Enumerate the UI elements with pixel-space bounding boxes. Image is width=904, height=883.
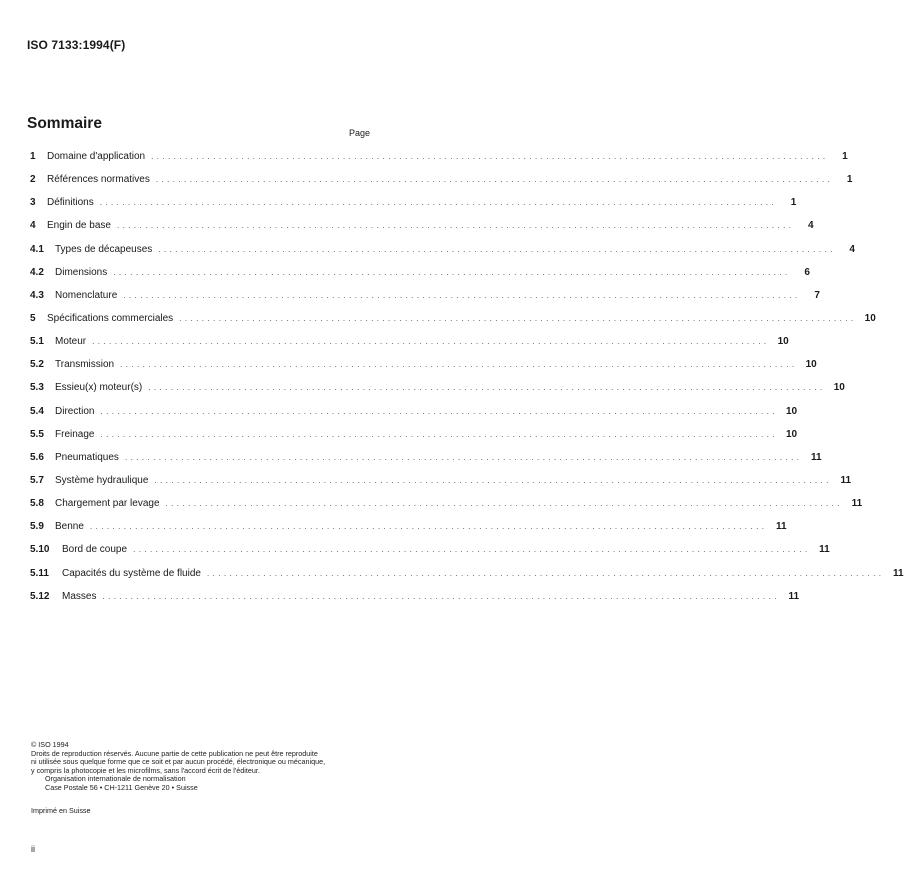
toc-entry-number: 4.3: [30, 289, 44, 301]
rights-line-2: ni utilisée sous quelque forme que ce soit et par aucun procédé, électronique ou mécanique,: [31, 757, 326, 767]
toc-entry-title: Engin de base: [47, 220, 111, 232]
toc-entry-page: 6: [804, 266, 810, 278]
toc-entry-page: 11: [893, 567, 904, 579]
toc-entry-title: Bord de coupe: [62, 544, 128, 556]
toc-entry-title: Système hydraulique: [55, 474, 149, 486]
toc-entry-title: Dimensions: [55, 266, 108, 278]
toc-leader-dots: . . . . . . . . . . . . . . . . . . . . . . . . . . . . . . . . . . . . . . . . . . . . . . . . . . . . . . . . . . . . . . . . . . . . . . . . . . . . . . . . . . . . . . . . . . . . . . . . . . . . . . . . . . . . . . . . . . . . . . . .: [116, 221, 792, 231]
toc-entry-page: 7: [814, 289, 820, 301]
toc-entry-page: 1: [842, 151, 848, 162]
toc-entry-number: 5.5: [30, 428, 44, 440]
toc-entry-page: 10: [777, 336, 789, 348]
toc-entry: [30, 380, 845, 403]
toc-entry-number: 3: [30, 197, 36, 209]
toc-entry-page: 11: [851, 498, 863, 510]
toc-entry-page: 1: [846, 174, 853, 186]
toc-entry: [30, 265, 810, 288]
toc-leader-dots: . . . . . . . . . . . . . . . . . . . . . . . . . . . . . . . . . . . . . . . . . . . . . . . . . . . . . . . . . . . . . . . . . . . . . . . . . . . . . . . . . . . . . . . . . . . . . . . . . . . . . . . . . . . . . . . . . . . . . . . .: [124, 452, 800, 462]
toc-entry: [30, 288, 820, 311]
toc-entry: [30, 357, 817, 380]
printed-in: Imprimé en Suisse: [31, 806, 91, 815]
toc-entry-number: 2: [30, 174, 36, 186]
toc-entry: [30, 473, 852, 496]
toc-entry-number: 1: [30, 151, 36, 162]
toc-entry-title: Direction: [55, 405, 95, 417]
toc-entry-title: Références normatives: [47, 174, 150, 186]
toc-leader-dots: . . . . . . . . . . . . . . . . . . . . . . . . . . . . . . . . . . . . . . . . . . . . . . . . . . . . . . . . . . . . . . . . . . . . . . . . . . . . . . . . . . . . . . . . . . . . . . . . . . . . . . . . . . . . . . . . . . . . . . . .: [100, 429, 776, 439]
toc-leader-dots: . . . . . . . . . . . . . . . . . . . . . . . . . . . . . . . . . . . . . . . . . . . . . . . . . . . . . . . . . . . . . . . . . . . . . . . . . . . . . . . . . . . . . . . . . . . . . . . . . . . . . . . . . . . . . . . . . . . . . . . .: [102, 591, 778, 601]
toc-entry-page: 10: [833, 382, 845, 394]
toc-entry-page: 10: [805, 359, 817, 371]
toc-entry: [30, 311, 876, 334]
document-header: ISO 7133:1994(F): [27, 38, 126, 52]
toc-entry: [30, 519, 787, 542]
toc-entry-page: 11: [788, 590, 800, 602]
toc-entry-page: 10: [785, 405, 798, 417]
toc-entry-title: Masses: [62, 590, 97, 602]
toc-leader-dots: . . . . . . . . . . . . . . . . . . . . . . . . . . . . . . . . . . . . . . . . . . . . . . . . . . . . . . . . . . . . . . . . . . . . . . . . . . . . . . . . . . . . . . . . . . . . . . . . . . . . . . . . . . . . . . . . . . . . . . . .: [179, 313, 854, 323]
page-column-label: Page: [349, 128, 371, 138]
toc-entry-number: 5.10: [30, 544, 50, 556]
toc-entry-title: Capacités du système de fluide: [62, 567, 201, 579]
toc-entry-page: 4: [808, 220, 814, 232]
toc-entry-title: Freinage: [55, 428, 95, 440]
toc-entry-title: Spécifications commerciales: [47, 312, 174, 324]
toc-entry-number: 4.2: [30, 266, 44, 278]
toc-entry-page: 11: [810, 451, 822, 463]
toc-leader-dots: . . . . . . . . . . . . . . . . . . . . . . . . . . . . . . . . . . . . . . . . . . . . . . . . . . . . . . . . . . . . . . . . . . . . . . . . . . . . . . . . . . . . . . . . . . . . . . . . . . . . . . . . . . . . . . . . . . . . . . . .: [99, 198, 775, 208]
toc-entry: [30, 218, 814, 241]
toc-entry-page: 4: [849, 243, 855, 255]
toc-leader-dots: . . . . . . . . . . . . . . . . . . . . . . . . . . . . . . . . . . . . . . . . . . . . . . . . . . . . . . . . . . . . . . . . . . . . . . . . . . . . . . . . . . . . . . . . . . . . . . . . . . . . . . . . . . . . . . . . . . . . . . . .: [206, 568, 882, 578]
organisation-name: Organisation internationale de normalisation: [45, 774, 186, 784]
toc-entry-number: 4.1: [30, 243, 44, 255]
toc-entry: [30, 149, 848, 172]
toc-entry: [30, 334, 789, 357]
toc-entry-number: 5.12: [30, 590, 50, 602]
toc-entry-title: Nomenclature: [55, 289, 118, 301]
toc-leader-dots: . . . . . . . . . . . . . . . . . . . . . . . . . . . . . . . . . . . . . . . . . . . . . . . . . . . . . . . . . . . . . . . . . . . . . . . . . . . . . . . . . . . . . . . . . . . . . . . . . . . . . . . . . . . . . . . . . . . . . . . .: [158, 244, 833, 254]
toc-entry: [30, 542, 830, 565]
toc-entry: [30, 450, 822, 473]
page-number: ii: [31, 844, 35, 854]
organisation-address: Case Postale 56 • CH-1211 Genève 20 • Suisse: [45, 782, 198, 792]
toc-entry-number: 5.8: [30, 498, 44, 510]
toc-entry-title: Benne: [55, 521, 84, 533]
toc-entry-number: 5.11: [30, 567, 49, 579]
toc-entry-page: 10: [785, 428, 798, 440]
table-of-contents: [30, 149, 904, 612]
toc-entry-number: 5.4: [30, 405, 44, 417]
toc-entry-number: 5.2: [30, 359, 44, 371]
toc-entry-title: Domaine d'application: [47, 151, 146, 162]
toc-entry-number: 5.6: [30, 451, 44, 463]
toc-leader-dots: . . . . . . . . . . . . . . . . . . . . . . . . . . . . . . . . . . . . . . . . . . . . . . . . . . . . . . . . . . . . . . . . . . . . . . . . . . . . . . . . . . . . . . . . . . . . . . . . . . . . . . . . . . . . . . . . . . . . . . . .: [133, 545, 808, 555]
toc-entry-title: Essieu(x) moteur(s): [55, 382, 143, 394]
toc-entry: [30, 242, 855, 265]
toc-entry-title: Moteur: [55, 336, 87, 348]
copyright-block: [31, 741, 381, 793]
toc-entry-number: 5.7: [30, 474, 44, 486]
toc-entry: [30, 427, 798, 450]
toc-leader-dots: . . . . . . . . . . . . . . . . . . . . . . . . . . . . . . . . . . . . . . . . . . . . . . . . . . . . . . . . . . . . . . . . . . . . . . . . . . . . . . . . . . . . . . . . . . . . . . . . . . . . . . . . . . . . . . . . . . . . . . . .: [155, 175, 831, 185]
toc-entry-title: Types de décapeuses: [55, 243, 153, 255]
toc-entry: [30, 404, 798, 427]
toc-leader-dots: . . . . . . . . . . . . . . . . . . . . . . . . . . . . . . . . . . . . . . . . . . . . . . . . . . . . . . . . . . . . . . . . . . . . . . . . . . . . . . . . . . . . . . . . . . . . . . . . . . . . . . . . . . . . . . . . . . . . . . . .: [89, 522, 765, 532]
toc-leader-dots: . . . . . . . . . . . . . . . . . . . . . . . . . . . . . . . . . . . . . . . . . . . . . . . . . . . . . . . . . . . . . . . . . . . . . . . . . . . . . . . . . . . . . . . . . . . . . . . . . . . . . . . . . . . . . . . . . . . . . . . .: [123, 290, 798, 300]
toc-entry-page: 10: [864, 312, 876, 324]
rights-line-1: Droits de reproduction réservés. Aucune partie de cette publication ne peut être reproduite: [31, 748, 318, 758]
toc-entry-page: 11: [840, 474, 852, 486]
toc-entry-number: 5.1: [30, 336, 44, 348]
toc-entry-number: 5.9: [30, 521, 44, 533]
toc-leader-dots: . . . . . . . . . . . . . . . . . . . . . . . . . . . . . . . . . . . . . . . . . . . . . . . . . . . . . . . . . . . . . . . . . . . . . . . . . . . . . . . . . . . . . . . . . . . . . . . . . . . . . . . . . . . . . . . . . . . . . . . .: [113, 267, 788, 277]
toc-entry-number: 5: [30, 312, 36, 324]
toc-entry-title: Définitions: [47, 197, 94, 209]
toc-entry: [30, 195, 797, 218]
toc-entry-number: 4: [30, 220, 36, 232]
toc-entry: [30, 589, 800, 612]
toc-entry: [30, 566, 904, 589]
toc-entry-number: 5.3: [30, 382, 44, 394]
toc-entry-title: Chargement par levage: [55, 498, 160, 510]
toc-entry: [30, 496, 863, 519]
toc-leader-dots: . . . . . . . . . . . . . . . . . . . . . . . . . . . . . . . . . . . . . . . . . . . . . . . . . . . . . . . . . . . . . . . . . . . . . . . . . . . . . . . . . . . . . . . . . . . . . . . . . . . . . . . . . . . . . . . . . . . . . . . .: [92, 337, 767, 347]
toc-entry-page: 11: [775, 521, 787, 533]
toc-entry-page: 11: [819, 544, 830, 556]
toc-entry-page: 1: [790, 197, 797, 209]
rights-line-3: y compris la photocopie et les microfilms, sans l'accord écrit de l'éditeur.: [31, 765, 260, 775]
copyright-line: © ISO 1994: [31, 740, 69, 749]
toc-entry-title: Pneumatiques: [55, 451, 119, 463]
page-title: Sommaire: [27, 115, 102, 132]
toc-leader-dots: . . . . . . . . . . . . . . . . . . . . . . . . . . . . . . . . . . . . . . . . . . . . . . . . . . . . . . . . . . . . . . . . . . . . . . . . . . . . . . . . . . . . . . . . . . . . . . . . . . . . . . . . . . . . . . . . . . . . . . . .: [120, 360, 795, 370]
toc-leader-dots: . . . . . . . . . . . . . . . . . . . . . . . . . . . . . . . . . . . . . . . . . . . . . . . . . . . . . . . . . . . . . . . . . . . . . . . . . . . . . . . . . . . . . . . . . . . . . . . . . . . . . . . . . . . . . . . . . . . . . . . .: [148, 383, 823, 393]
toc-leader-dots: . . . . . . . . . . . . . . . . . . . . . . . . . . . . . . . . . . . . . . . . . . . . . . . . . . . . . . . . . . . . . . . . . . . . . . . . . . . . . . . . . . . . . . . . . . . . . . . . . . . . . . . . . . . . . . . . . . . . . . . .: [154, 475, 830, 485]
toc-leader-dots: . . . . . . . . . . . . . . . . . . . . . . . . . . . . . . . . . . . . . . . . . . . . . . . . . . . . . . . . . . . . . . . . . . . . . . . . . . . . . . . . . . . . . . . . . . . . . . . . . . . . . . . . . . . . . . . . . . . . . . . .: [151, 152, 826, 161]
toc-leader-dots: . . . . . . . . . . . . . . . . . . . . . . . . . . . . . . . . . . . . . . . . . . . . . . . . . . . . . . . . . . . . . . . . . . . . . . . . . . . . . . . . . . . . . . . . . . . . . . . . . . . . . . . . . . . . . . . . . . . . . . . .: [100, 406, 776, 416]
toc-leader-dots: . . . . . . . . . . . . . . . . . . . . . . . . . . . . . . . . . . . . . . . . . . . . . . . . . . . . . . . . . . . . . . . . . . . . . . . . . . . . . . . . . . . . . . . . . . . . . . . . . . . . . . . . . . . . . . . . . . . . . . . .: [165, 499, 841, 509]
toc-entry: [30, 172, 853, 195]
toc-entry-title: Transmission: [55, 359, 115, 371]
